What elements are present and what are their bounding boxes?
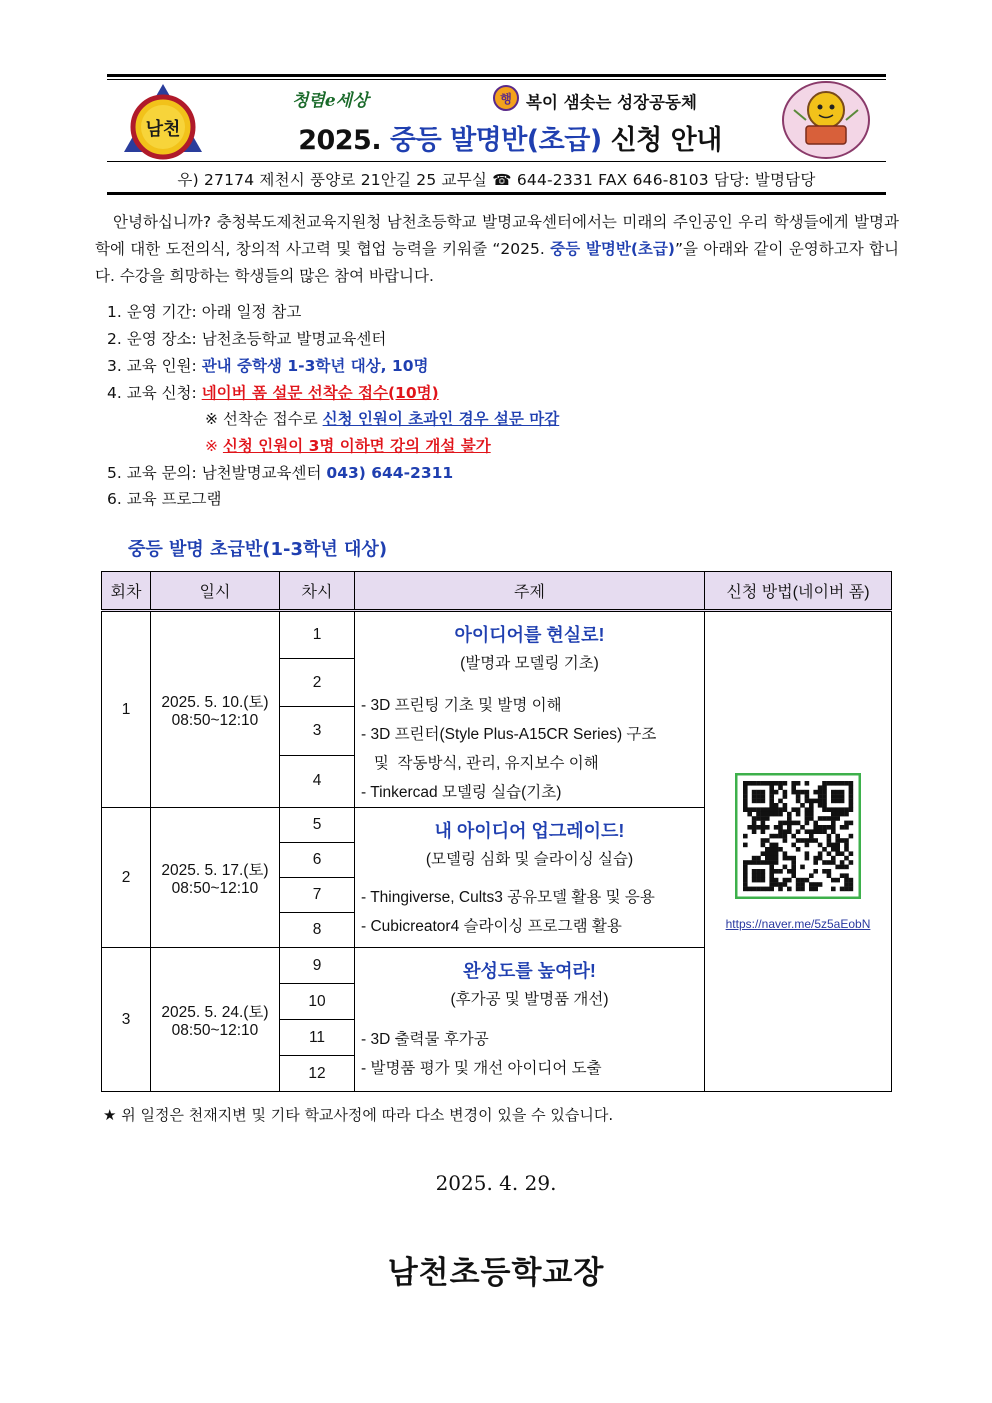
intro-highlight: 중등 발명반(초급) bbox=[550, 240, 675, 258]
item-capacity-label: 3. 교육 인원: bbox=[107, 357, 202, 375]
topic-bullet: - 3D 출력물 후가공 bbox=[361, 1031, 489, 1048]
note-first-come-value: 신청 인원이 초과인 경우 설문 마감 bbox=[322, 410, 560, 428]
topic-bullet: 및 작동방식, 관리, 유지보수 이해 bbox=[361, 755, 599, 772]
period-cell: 9 bbox=[280, 948, 355, 984]
note-minimum bbox=[205, 434, 491, 456]
slogan-badge-text: 행 bbox=[500, 92, 512, 106]
item-place bbox=[107, 327, 386, 349]
period-cell: 2 bbox=[280, 659, 355, 707]
intro-text-2: ”을 아래와 같이 운영하고자 합니다. 수강을 희망하는 학생들의 많은 참여 바랍니다. bbox=[95, 240, 899, 285]
qr-code-icon[interactable] bbox=[735, 773, 861, 899]
table-row bbox=[102, 611, 892, 659]
item-capacity bbox=[107, 354, 428, 376]
title-program: 중등 발명반(초급) bbox=[390, 125, 602, 156]
principal-signature: 남천초등학교장 bbox=[387, 1255, 605, 1291]
period-cell: 12 bbox=[280, 1056, 355, 1092]
apply-method-cell bbox=[705, 611, 892, 1092]
period-cell: 11 bbox=[280, 1020, 355, 1056]
period-cell: 5 bbox=[280, 808, 355, 843]
topic-bullet: - 발명품 평가 및 개선 아이디어 도출 bbox=[361, 1060, 602, 1077]
happy-badge-icon bbox=[492, 85, 520, 111]
header-datetime: 일시 bbox=[151, 572, 280, 611]
item-inquiry bbox=[107, 461, 453, 483]
item-inquiry-phone: 043) 644-2311 bbox=[326, 464, 454, 482]
footnote: ★ 위 일정은 천재지변 및 기타 학교사정에 따라 다소 변경이 있을 수 있습니다. bbox=[103, 1106, 614, 1124]
period-cell: 4 bbox=[280, 755, 355, 807]
item-inquiry-label: 5. 교육 문의: bbox=[107, 464, 202, 482]
period-cell: 3 bbox=[280, 707, 355, 755]
item-period-label: 1. 운영 기간: bbox=[107, 303, 202, 321]
document-date: 2025. 4. 29. bbox=[435, 1171, 557, 1195]
item-application-label: 4. 교육 신청: bbox=[107, 384, 202, 402]
session-date: 2025. 5. 24.(토) bbox=[161, 1003, 269, 1021]
session-date: 2025. 5. 10.(토) bbox=[161, 693, 269, 711]
period-cell: 1 bbox=[280, 611, 355, 659]
item-period-value: 아래 일정 참고 bbox=[201, 303, 302, 321]
title-year: 2025. bbox=[298, 125, 382, 156]
topic-subtitle: (후가공 및 발명품 개선) bbox=[450, 991, 609, 1008]
header-top-rule bbox=[107, 74, 886, 77]
header-apply-method: 신청 방법(네이버 폼) bbox=[705, 572, 892, 611]
header-bottom-rule bbox=[107, 192, 886, 195]
item-application-value: 네이버 폼 설문 선착순 접수(10명) bbox=[201, 384, 439, 402]
topic-bullet: - Tinkercad 모델링 실습(기초) bbox=[361, 784, 562, 801]
item-application bbox=[107, 381, 439, 403]
topic-subtitle: (모델링 심화 및 슬라이싱 실습) bbox=[425, 851, 634, 868]
session-datetime bbox=[151, 808, 280, 948]
period-cell: 6 bbox=[280, 843, 355, 878]
topic-title: 완성도를 높여라! bbox=[463, 961, 596, 981]
invention-center-mascot-icon bbox=[780, 80, 872, 160]
topic-bullet: - Cubicreator4 슬라이싱 프로그램 활용 bbox=[361, 918, 622, 935]
header-round: 회차 bbox=[102, 572, 151, 611]
topic-bullet: - 3D 프린팅 기초 및 발명 이해 bbox=[361, 697, 562, 714]
item-period bbox=[107, 300, 301, 322]
note-minimum-value: 신청 인원이 3명 이하면 강의 개설 불가 bbox=[222, 437, 491, 455]
school-emblem-icon bbox=[122, 82, 204, 162]
topic-title: 아이디어를 현실로! bbox=[454, 625, 605, 645]
section-title: 중등 발명 초급반(1-3학년 대상) bbox=[128, 539, 388, 560]
header-top-rule-2 bbox=[107, 79, 886, 80]
session-time: 08:50~12:10 bbox=[171, 1021, 259, 1039]
page-title bbox=[250, 118, 770, 157]
session-topic bbox=[355, 611, 705, 808]
slogan-clean-world: 청렴e세상 bbox=[292, 91, 369, 111]
period-cell: 10 bbox=[280, 984, 355, 1020]
header-mid-rule bbox=[107, 161, 886, 162]
session-datetime bbox=[151, 948, 280, 1092]
note-first-come bbox=[205, 407, 559, 429]
session-datetime bbox=[151, 611, 280, 808]
session-round: 1 bbox=[102, 611, 151, 808]
period-cell: 8 bbox=[280, 913, 355, 948]
header-period: 차시 bbox=[280, 572, 355, 611]
title-rest: 신청 안내 bbox=[610, 125, 722, 156]
note-minimum-prefix: ※ bbox=[205, 437, 223, 455]
schedule-table bbox=[101, 571, 892, 1092]
item-inquiry-value: 남천발명교육센터 bbox=[201, 464, 327, 482]
item-capacity-value: 관내 중학생 1-3학년 대상, 10명 bbox=[201, 357, 429, 375]
table-header-row bbox=[102, 572, 892, 611]
school-logo-text: 남천 bbox=[145, 119, 181, 140]
qr-link[interactable]: https://naver.me/5z5aEobN bbox=[725, 916, 871, 931]
period-cell: 7 bbox=[280, 878, 355, 913]
item-program: 6. 교육 프로그램 bbox=[107, 490, 222, 508]
topic-subtitle: (발명과 모델링 기초) bbox=[460, 655, 599, 672]
topic-bullet: - 3D 프린터(Style Plus-A15CR Series) 구조 bbox=[361, 726, 657, 743]
header-topic: 주제 bbox=[355, 572, 705, 611]
session-round: 3 bbox=[102, 948, 151, 1092]
intro-paragraph bbox=[95, 209, 899, 290]
topic-bullet: - Thingiverse, Cults3 공유모델 활용 및 응용 bbox=[361, 889, 655, 906]
item-place-value: 남천초등학교 발명교육센터 bbox=[201, 330, 387, 348]
session-topic bbox=[355, 948, 705, 1092]
item-place-label: 2. 운영 장소: bbox=[107, 330, 202, 348]
session-time: 08:50~12:10 bbox=[171, 711, 259, 729]
session-time: 08:50~12:10 bbox=[171, 879, 259, 897]
topic-title: 내 아이디어 업그레이드! bbox=[434, 821, 625, 841]
contact-info: 우) 27174 제천시 풍양로 21안길 25 교무실 ☎ 644-2331 FAX 646-8103 담당: 발명담당 bbox=[177, 171, 816, 189]
session-topic bbox=[355, 808, 705, 948]
note-first-come-prefix: ※ 선착순 접수로 bbox=[205, 410, 323, 428]
session-round: 2 bbox=[102, 808, 151, 948]
slogan-growth-community: 복이 샘솟는 성장공동체 bbox=[526, 93, 697, 112]
intro-text-1: 안녕하십니까? 충청북도제천교육지원청 남천초등학교 발명교육센터에서는 미래의 주인공인 우리 학생들에게 발명과학에 대한 도전의식, 창의적 사고력 및 협업 능력을 키워줄 “2025. bbox=[95, 213, 899, 258]
session-date: 2025. 5. 17.(토) bbox=[161, 861, 269, 879]
